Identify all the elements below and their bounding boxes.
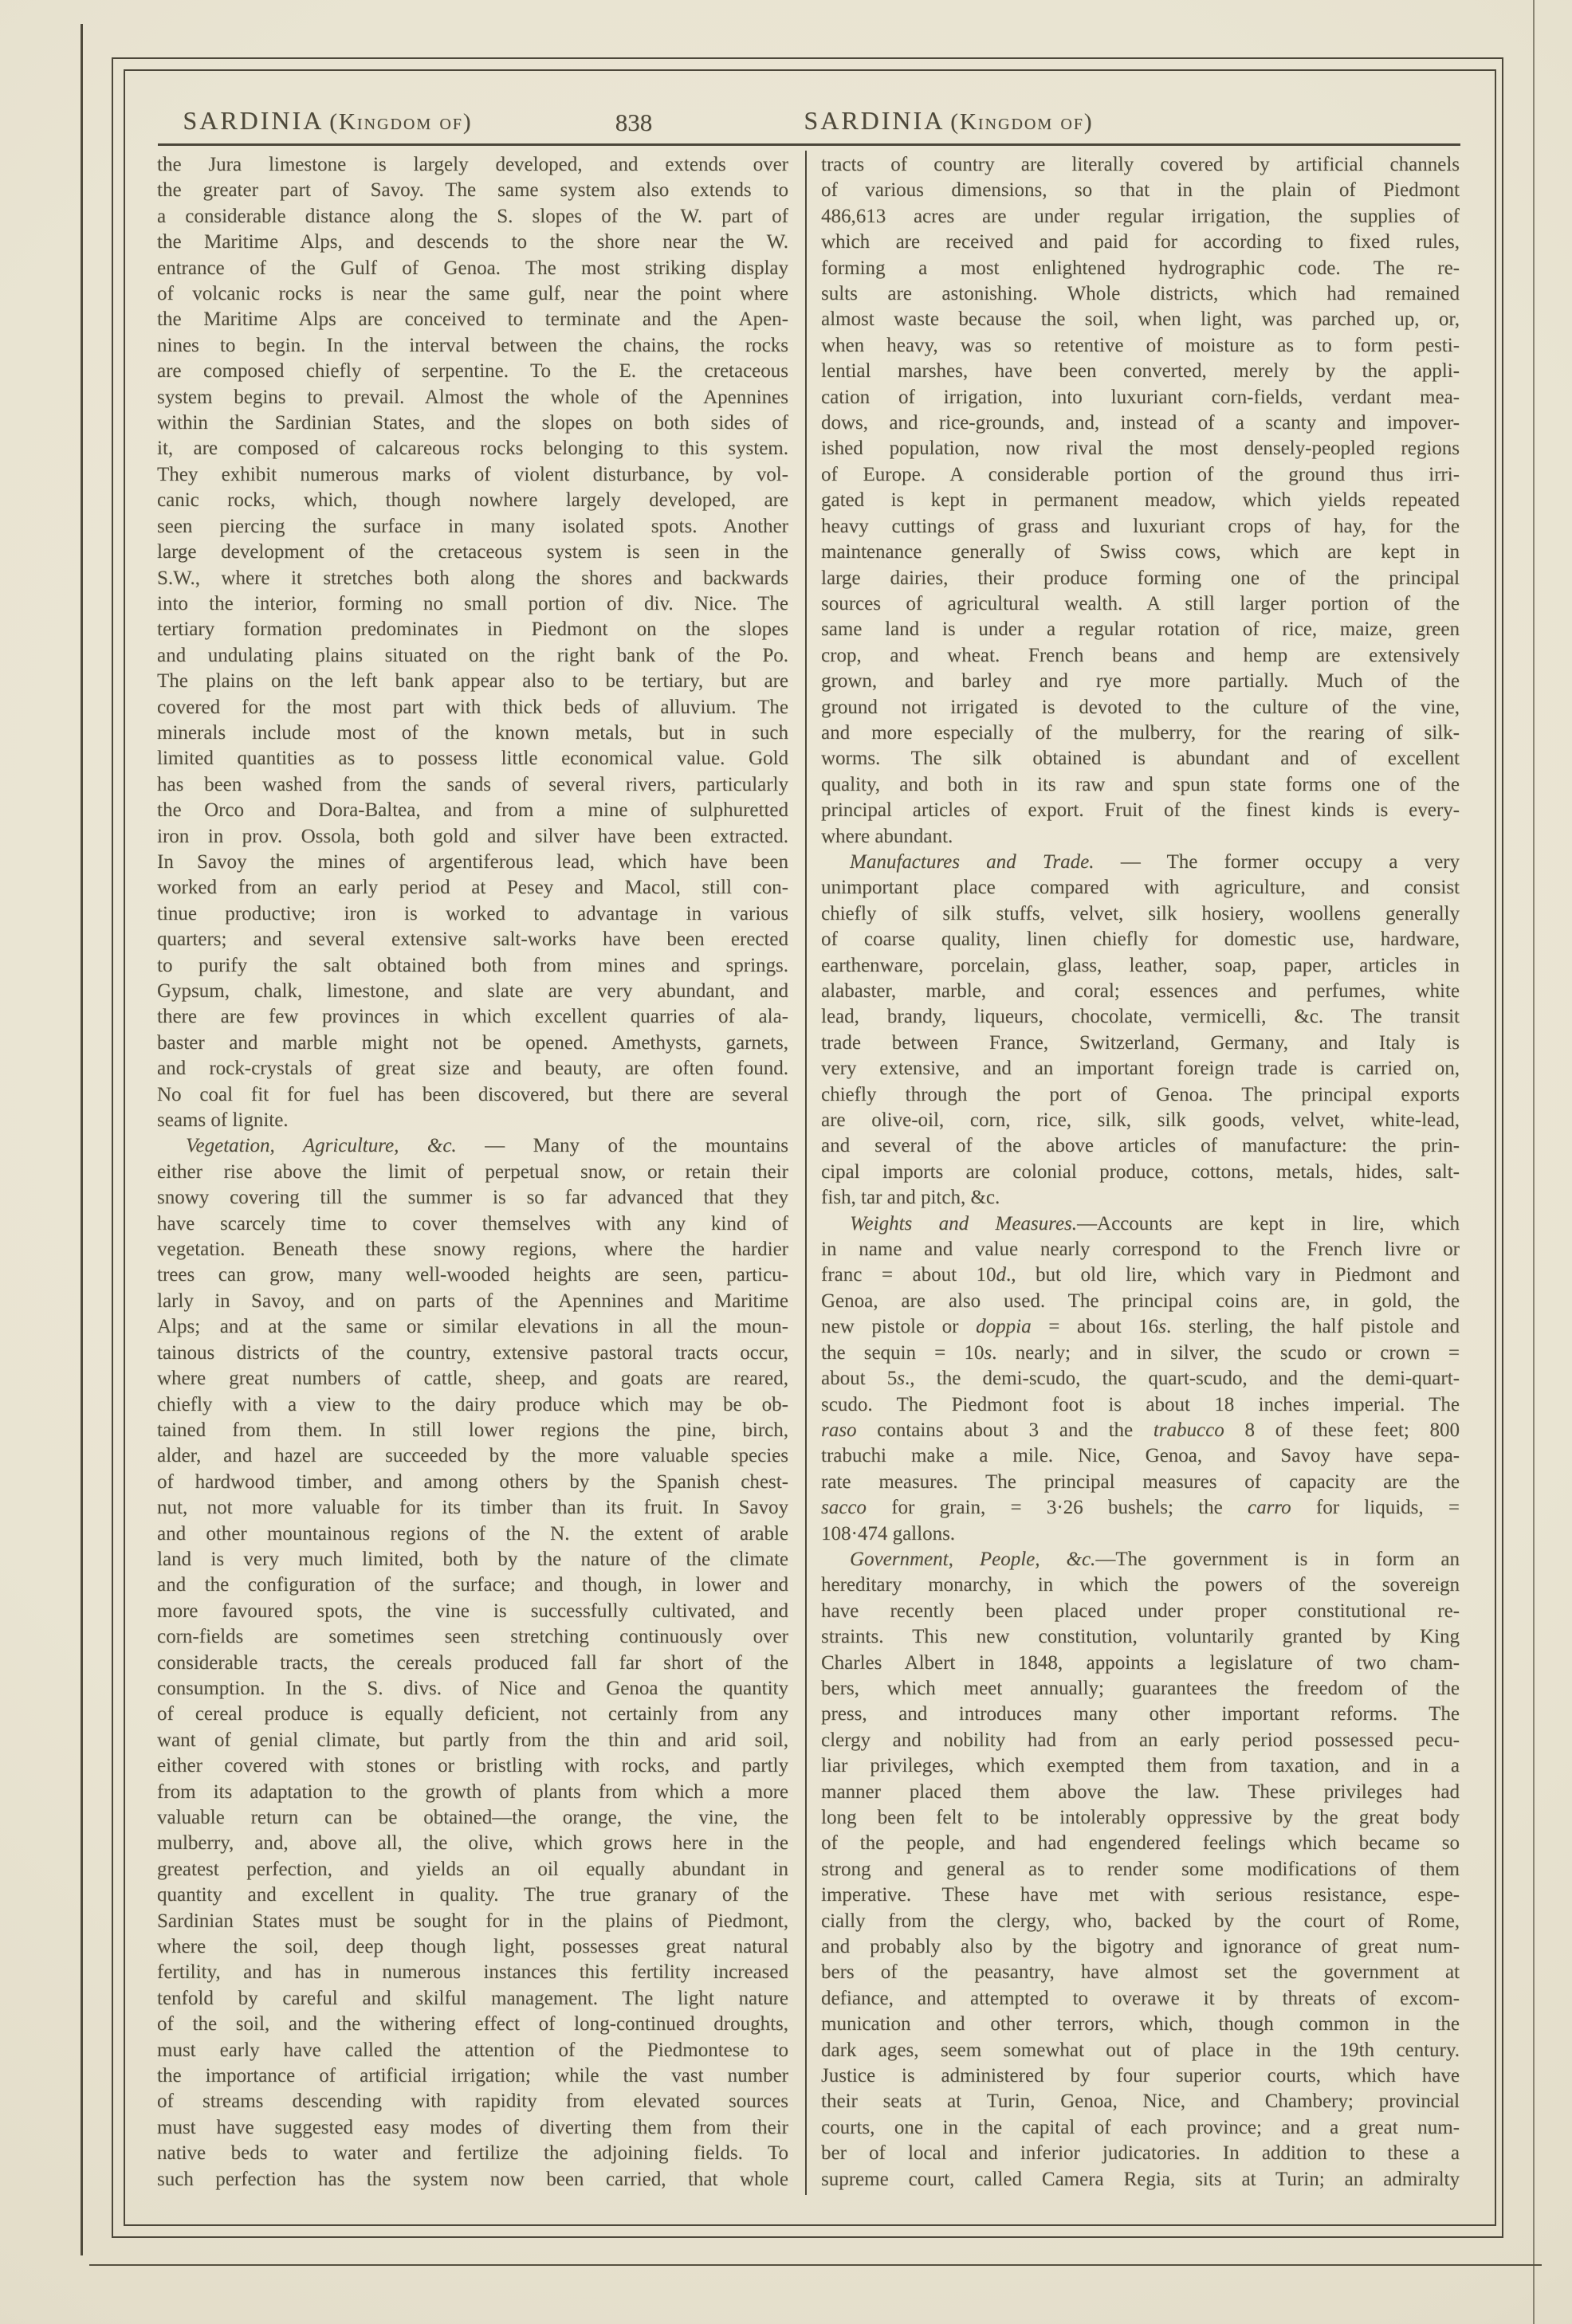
text-line: either rise above the limit of perpetual snow, or retain their — [157, 1160, 788, 1183]
text-line: baster and marble might not be opened. Amethysts, garnets, — [157, 1031, 788, 1054]
text-line: to purify the salt obtained both from mines and springs. — [157, 954, 788, 976]
left-column — [157, 152, 788, 2192]
text-line: chiefly of silk stuffs, velvet, silk hosiery, woollens generally — [821, 902, 1460, 924]
text-line: the Maritime Alps, and descends to the shore near the W. — [157, 231, 788, 253]
text-line: valuable return can be obtained—the orange, the vine, the — [157, 1807, 788, 1828]
text-line: cation of irrigation, into luxuriant corn-fields, verdant mea- — [821, 386, 1460, 408]
text-line: of volcanic rocks is near the same gulf, near the point where — [157, 283, 788, 305]
text-line: trade between France, Switzerland, Germany, and Italy is — [821, 1031, 1460, 1054]
text-line: the Jura limestone is largely developed, and extends over — [157, 154, 788, 175]
text-line: of coarse quality, linen chiefly for domestic use, hardware, — [821, 928, 1460, 951]
text-line: of various dimensions, so that in the plain of Piedmont — [821, 179, 1460, 202]
text-line: tracts of country are literally covered by artificial channels — [821, 154, 1460, 175]
scan-binding-edge-line — [81, 24, 83, 2255]
text-line: No coal fit for fuel has been discovered, but there are several — [157, 1083, 788, 1105]
text-line: iron in prov. Ossola, both gold and silver have been extracted. — [157, 825, 788, 847]
text-line: forming a most enlightened hydrographic code. The re- — [821, 257, 1460, 279]
text-line: principal articles of export. Fruit of the finest kinds is every- — [821, 799, 1460, 822]
text-line: munication and other terrors, which, though common in the — [821, 2013, 1460, 2035]
text-line: trees can grow, many well-wooded heights are seen, particu- — [157, 1264, 788, 1286]
text-line: press, and introduces many other important reforms. The — [821, 1703, 1460, 1725]
text-line: 108·474 gallons. — [821, 1522, 956, 1545]
text-line: minerals include most of the known metals, but in such — [157, 721, 788, 744]
text-line: it, are composed of calcareous rocks belonging to this system. — [157, 438, 788, 460]
text-line: Justice is administered by four superior courts, which have — [821, 2065, 1460, 2087]
text-line: fertility, and has in numerous instances this fertility increased — [157, 1961, 788, 1984]
text-line: of Europe. A considerable portion of the ground thus irri- — [821, 463, 1460, 485]
text-line: clergy and nobility had from an early period possessed pecu- — [821, 1729, 1460, 1751]
text-line: limited quantities as to possess little economical value. Gold — [157, 748, 788, 770]
text-line: franc = about 10d., but old lire, which vary in Piedmont and — [821, 1264, 1460, 1286]
right-column — [821, 152, 1460, 2192]
text-line: alabaster, marble, and coral; essences and perfumes, white — [821, 980, 1460, 1002]
text-line: tainous districts of the country, extensive pastoral tracts occur, — [157, 1341, 788, 1364]
text-line: of the soil, and the withering effect of long-continued droughts, — [157, 2013, 788, 2035]
text-line: almost waste because the soil, when light, was parched up, or, — [821, 308, 1460, 331]
text-line: when heavy, was so retentive of moisture as to form pesti- — [821, 334, 1460, 356]
text-line: maintenance generally of Swiss cows, which are kept in — [821, 541, 1460, 563]
text-line: of streams descending with rapidity from elevated sources — [157, 2090, 788, 2113]
text-line: seams of lignite. — [157, 1109, 289, 1132]
text-line: chiefly through the port of Genoa. The principal exports — [821, 1083, 1460, 1105]
text-line: covered for the most part with thick beds of alluvium. The — [157, 696, 788, 718]
text-line: sults are astonishing. Whole districts, which had remained — [821, 283, 1460, 305]
text-line: are olive-oil, corn, rice, silk, silk goods, velvet, white-lead, — [821, 1109, 1460, 1132]
running-head-right — [765, 106, 1132, 135]
text-line: strong and general as to render some modifications of them — [821, 1858, 1460, 1880]
text-line: straints. This new constitution, voluntarily granted by King — [821, 1626, 1460, 1648]
text-line: their seats at Turin, Genoa, Nice, and Chambery; provincial — [821, 2090, 1460, 2113]
text-line: the Maritime Alps are conceived to terminate and the Apen- — [157, 308, 788, 331]
text-line: where great numbers of cattle, sheep, and goats are reared, — [157, 1368, 788, 1390]
text-line: trabuchi make a mile. Nice, Genoa, and Savoy have sepa- — [821, 1445, 1460, 1467]
text-line: there are few provinces in which excellent quarries of ala- — [157, 1006, 788, 1028]
text-line: considerable tracts, the cereals produced fall far short of the — [157, 1651, 788, 1674]
text-line: lential marshes, have been converted, merely by the appli- — [821, 360, 1460, 383]
text-line: have recently been placed under proper constitutional re- — [821, 1600, 1460, 1622]
text-line: from its adaptation to the growth of plants from which a more — [157, 1780, 788, 1803]
text-line: Weights and Measures.—Accounts are kept in lire, which — [850, 1212, 1460, 1235]
text-line: sources of agricultural wealth. A still larger portion of the — [821, 592, 1460, 614]
text-line: In Savoy the mines of argentiferous lead, which have been — [157, 850, 788, 873]
header-rule — [158, 143, 1460, 146]
text-line: where abundant. — [821, 825, 953, 847]
text-line: new pistole or doppia = about 16s. sterling, the half pistole and — [821, 1316, 1460, 1338]
text-line: Charles Albert in 1848, appoints a legislature of two cham- — [821, 1651, 1460, 1674]
text-line: corn-fields are sometimes seen stretching continuously over — [157, 1626, 788, 1648]
text-line: dark ages, seem somewhat out of place in the 19th century. — [821, 2039, 1460, 2061]
text-line: and other mountainous regions of the N. the extent of arable — [157, 1522, 788, 1545]
text-line: snowy covering till the summer is so far advanced that they — [157, 1187, 788, 1209]
text-line: ground not irrigated is devoted to the culture of the vine, — [821, 696, 1460, 718]
text-line: tinue productive; iron is worked to advantage in various — [157, 902, 788, 924]
text-line: of hardwood timber, and among others by the Spanish chest- — [157, 1470, 788, 1493]
text-line: such perfection has the system now been carried, that whole — [157, 2168, 788, 2190]
text-line: more favoured spots, the vine is successfully cultivated, and — [157, 1600, 788, 1622]
text-line: the Orco and Dora-Baltea, and from a mine of sulphuretted — [157, 799, 788, 822]
text-line: ber of local and inferior judicatories. In addition to these a — [821, 2142, 1460, 2165]
text-line: within the Sardinian States, and the slopes on both sides of — [157, 412, 788, 434]
text-line: the sequin = 10s. nearly; and in silver, the scudo or crown = — [821, 1341, 1460, 1364]
text-line: must have suggested easy modes of diverting them from their — [157, 2116, 788, 2138]
text-line: which are received and paid for according to fixed rules, — [821, 231, 1460, 253]
text-line: Sardinian States must be sought for in the plains of Piedmont, — [157, 1910, 788, 1932]
text-line: bers, which meet annually; guarantees the freedom of the — [821, 1677, 1460, 1699]
text-line: Vegetation, Agriculture, &c. — Many of the mountains — [186, 1135, 788, 1157]
text-line: scudo. The Piedmont foot is about 18 inches imperial. The — [821, 1393, 1460, 1415]
text-line: quantity and excellent in quality. The true granary of the — [157, 1884, 788, 1906]
text-line: greatest perfection, and yields an oil equally abundant in — [157, 1858, 788, 1880]
running-head-right-title: SARDINIA — [804, 106, 945, 135]
text-line: quality, and both in its raw and spun state forms one of the — [821, 773, 1460, 795]
text-line: are composed chiefly of serpentine. To the E. the cretaceous — [157, 360, 788, 383]
text-line: dows, and rice-grounds, and, instead of a scanty and impover- — [821, 412, 1460, 434]
text-line: large development of the cretaceous system is seen in the — [157, 541, 788, 563]
text-line: They exhibit numerous marks of violent disturbance, by vol- — [157, 463, 788, 485]
text-line: S.W., where it stretches both along the shores and backwards — [157, 567, 788, 589]
running-head-left — [156, 106, 499, 135]
text-line: quarters; and several extensive salt-works have been erected — [157, 928, 788, 951]
text-line: consumption. In the S. divs. of Nice and Genoa the quantity — [157, 1677, 788, 1699]
text-line: system begins to prevail. Almost the whole of the Apennines — [157, 386, 788, 408]
text-line: same land is under a regular rotation of rice, maize, green — [821, 618, 1460, 641]
text-line: nines to begin. In the interval between the chains, the rocks — [157, 334, 788, 356]
text-line: either covered with stones or bristling with rocks, and partly — [157, 1755, 788, 1777]
page-edge-line — [1533, 0, 1535, 2324]
column-divider-rule — [805, 151, 807, 2195]
text-line: worked from an early period at Pesey and Macol, still con- — [157, 877, 788, 899]
text-line: and the configuration of the surface; and though, in lower and — [157, 1574, 788, 1596]
text-line: Alps; and at the same or similar elevations in all the moun- — [157, 1316, 788, 1338]
text-line: and several of the above articles of manufacture: the prin- — [821, 1135, 1460, 1157]
text-line: courts, one in the capital of each province; and a great num- — [821, 2116, 1460, 2138]
text-line: ished population, now rival the most densely-peopled regions — [821, 438, 1460, 460]
text-line: land is very much limited, both by the nature of the climate — [157, 1548, 788, 1570]
text-line: crop, and wheat. French beans and hemp are extensively — [821, 644, 1460, 666]
text-line: very extensive, and an important foreign trade is carried on, — [821, 1058, 1460, 1080]
text-line: of cereal produce is equally deficient, not certainly from any — [157, 1703, 788, 1725]
text-line: unimportant place compared with agriculture, and consist — [821, 877, 1460, 899]
text-line: native beds to water and fertilize the adjoining fields. To — [157, 2142, 788, 2165]
text-line: earthenware, porcelain, glass, leather, soap, paper, articles in — [821, 954, 1460, 976]
text-line: and undulating plains situated on the right bank of the Po. — [157, 644, 788, 666]
text-line: tained from them. In still lower regions the pine, birch, — [157, 1419, 788, 1441]
text-line: have scarcely time to cover themselves with any kind of — [157, 1212, 788, 1235]
text-line: where the soil, deep though light, possesses great natural — [157, 1936, 788, 1958]
text-line: 486,613 acres are under regular irrigation, the supplies of — [821, 205, 1460, 227]
text-line: canic rocks, which, though nowhere largely developed, are — [157, 489, 788, 512]
page-number: 838 — [615, 108, 653, 136]
text-line: and probably also by the bigotry and ignorance of great num- — [821, 1936, 1460, 1958]
text-line: entrance of the Gulf of Genoa. The most striking display — [157, 257, 788, 279]
text-line: larly in Savoy, and on parts of the Apennines and Maritime — [157, 1290, 788, 1312]
running-head-left-subtitle: (Kingdom of) — [329, 109, 473, 135]
text-line: large dairies, their produce forming one of the principal — [821, 567, 1460, 589]
text-line: of the people, and had engendered feelings which became so — [821, 1832, 1460, 1855]
text-line: bers of the peasantry, have almost set the government at — [821, 1961, 1460, 1984]
running-head-left-title: SARDINIA — [183, 106, 324, 135]
text-line: into the interior, forming no small portion of div. Nice. The — [157, 592, 788, 614]
text-line: chiefly with a view to the dairy produce which may be ob- — [157, 1393, 788, 1415]
text-line: Government, People, &c.—The government is in form an — [850, 1548, 1460, 1570]
text-line: long been felt to be intolerably oppressive by the great body — [821, 1807, 1460, 1828]
text-line: raso contains about 3 and the trabucco 8 of these feet; 800 — [821, 1419, 1460, 1441]
text-line: Manufactures and Trade. — The former occupy a very — [850, 850, 1460, 873]
text-line: cially from the clergy, who, backed by the court of Rome, — [821, 1910, 1460, 1932]
text-line: a considerable distance along the S. slopes of the W. part of — [157, 205, 788, 227]
text-line: lead, brandy, liqueurs, chocolate, vermicelli, &c. The transit — [821, 1006, 1460, 1028]
text-line: sacco for grain, = 3·26 bushels; the carro for liquids, = — [821, 1497, 1460, 1519]
text-line: seen piercing the surface in many isolated spots. Another — [157, 515, 788, 537]
text-line: The plains on the left bank appear also to be tertiary, but are — [157, 670, 788, 693]
text-line: the greater part of Savoy. The same system also extends to — [157, 179, 788, 202]
text-line: Gypsum, chalk, limestone, and slate are very abundant, and — [157, 980, 788, 1002]
text-line: want of genial climate, but partly from the thin and arid soil, — [157, 1729, 788, 1751]
text-line: about 5s., the demi-scudo, the quart-scudo, and the demi-quart- — [821, 1368, 1460, 1390]
text-line: liar privileges, which exempted them from taxation, and in a — [821, 1755, 1460, 1777]
text-line: the importance of artificial irrigation; while the vast number — [157, 2065, 788, 2087]
text-line: in name and value nearly correspond to the French livre or — [821, 1239, 1460, 1261]
running-head-right-subtitle: (Kingdom of) — [950, 109, 1094, 135]
text-line: cipal imports are colonial produce, cottons, metals, hides, salt- — [821, 1160, 1460, 1183]
text-line: fish, tar and pitch, &c. — [821, 1187, 1000, 1209]
bottom-scan-line — [89, 2264, 1542, 2266]
text-line: rate measures. The principal measures of capacity are the — [821, 1470, 1460, 1493]
text-line: tenfold by careful and skilful management. The light nature — [157, 1987, 788, 2009]
text-line: imperative. These have met with serious resistance, espe- — [821, 1884, 1460, 1906]
text-line: alder, and hazel are succeeded by the more valuable species — [157, 1445, 788, 1467]
text-line: mulberry, and, above all, the olive, which grows here in the — [157, 1832, 788, 1855]
text-line: must early have called the attention of the Piedmontese to — [157, 2039, 788, 2061]
text-line: nut, not more valuable for its timber than its fruit. In Savoy — [157, 1497, 788, 1519]
text-line: worms. The silk obtained is abundant and of excellent — [821, 748, 1460, 770]
text-line: manner placed them above the law. These privileges had — [821, 1780, 1460, 1803]
text-line: tertiary formation predominates in Piedmont on the slopes — [157, 618, 788, 641]
text-line: and more especially of the mulberry, for the rearing of silk- — [821, 721, 1460, 744]
text-line: supreme court, called Camera Regia, sits at Turin; an admiralty — [821, 2168, 1460, 2190]
text-line: and rock-crystals of great size and beauty, are often found. — [157, 1058, 788, 1080]
text-line: has been washed from the sands of several rivers, particularly — [157, 773, 788, 795]
text-line: heavy cuttings of grass and luxuriant crops of hay, for the — [821, 515, 1460, 537]
text-line: defiance, and attempted to overawe it by threats of excom- — [821, 1987, 1460, 2009]
text-line: vegetation. Beneath these snowy regions, where the hardier — [157, 1239, 788, 1261]
text-line: gated is kept in permanent meadow, which yields repeated — [821, 489, 1460, 512]
text-line: grown, and barley and rye more partially. Much of the — [821, 670, 1460, 693]
text-line: Genoa, are also used. The principal coins are, in gold, the — [821, 1290, 1460, 1312]
text-line: hereditary monarchy, in which the powers of the sovereign — [821, 1574, 1460, 1596]
